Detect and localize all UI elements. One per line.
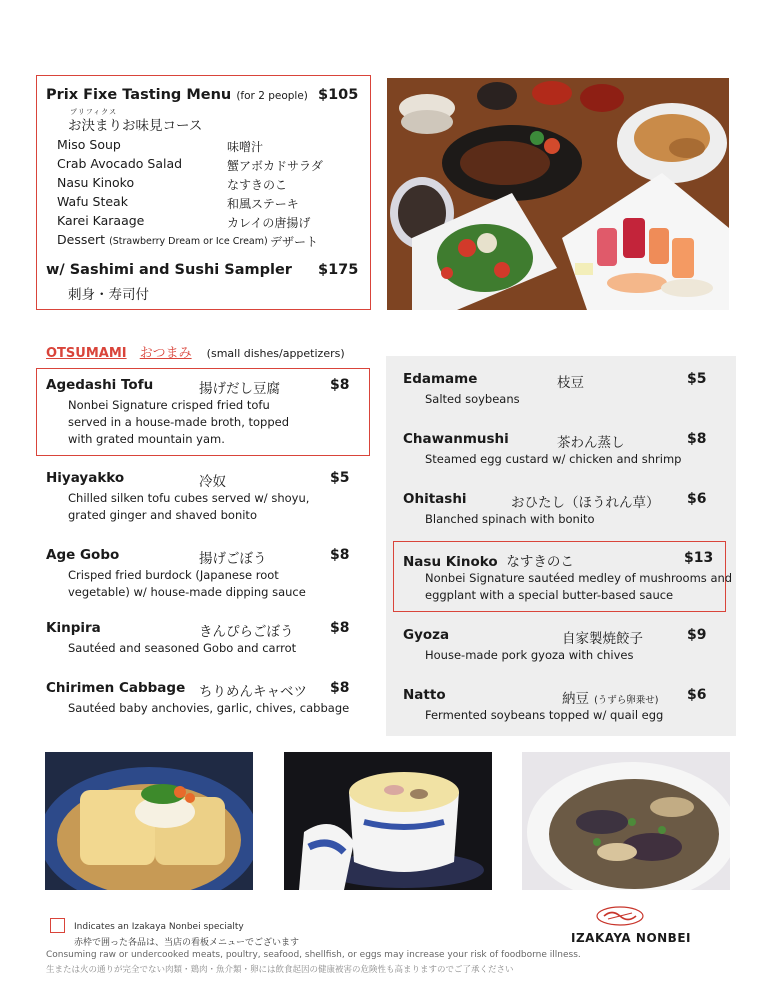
desc-line: House-made pork gyoza with chives [425, 648, 634, 662]
health-warning-en: Consuming raw or undercooked meats, poultry, seafood, shellfish, or eggs may increase your risk of foodborne illness. [46, 950, 581, 960]
menu-item-jp: 茶わん蒸し [557, 435, 625, 451]
course-item-en: Wafu Steak [57, 194, 128, 209]
menu-item-name: Chirimen Cabbage [46, 680, 186, 696]
otsumami-title: OTSUMAMI [46, 346, 127, 361]
legend-text-en: Indicates an Izakaya Nonbei specialty [74, 922, 244, 932]
desc-line: Blanched spinach with bonito [425, 512, 595, 526]
course-item-en: Nasu Kinoko [57, 175, 135, 190]
menu-item-desc [68, 397, 289, 448]
desc-line: with grated mountain yam. [68, 432, 225, 446]
menu-item-jp: 冷奴 [199, 474, 226, 490]
menu-item-desc [425, 511, 595, 528]
menu-item-price: $13 [684, 550, 714, 566]
menu-item-name-en: Nasu Kinoko [403, 554, 498, 570]
menu-item-jp: なすきのこ [506, 554, 574, 570]
menu-item-price: $8 [330, 680, 350, 696]
course-item-en [57, 232, 268, 247]
chawanmushi-photo [284, 752, 492, 890]
menu-item-desc [425, 570, 732, 604]
menu-item-jp: 自家製焼餃子 [562, 631, 643, 647]
menu-item-jp: 揚げごぼう [199, 551, 267, 567]
sashimi-price: $175 [318, 262, 359, 278]
menu-item-jp: 納豆 [562, 691, 589, 707]
menu-item-jp: おひたし（ほうれん草） [511, 495, 660, 511]
dessert-note: (Strawberry Dream or Ice Cream) [109, 236, 268, 247]
course-item-jp: 味噌汁 [227, 140, 264, 154]
desc-line: Salted soybeans [425, 392, 520, 406]
menu-item-name [403, 550, 574, 570]
prix-fixe-ruby: プリフィクス [70, 108, 118, 116]
menu-item-jp: 揚げだし豆腐 [199, 381, 280, 397]
otsumami-title-jp: おつまみ [139, 346, 192, 361]
menu-item-desc [68, 567, 306, 601]
tasting-menu-photo [387, 78, 729, 310]
menu-item-jp: ちりめんキャベツ [199, 684, 307, 700]
course-item-jp: 和風ステーキ [227, 197, 299, 211]
menu-item-name: Chawanmushi [403, 431, 509, 447]
menu-item-desc [68, 640, 296, 657]
menu-item-price: $5 [687, 371, 707, 387]
health-warning-jp: 生または火の通りが完全でない肉類・鶏肉・魚介類・卵には飲食起因の健康被害の危険性も高まりますのでご了承ください [46, 965, 514, 975]
menu-item-name: Gyoza [403, 627, 450, 643]
menu-item-price: $8 [687, 431, 707, 447]
desc-line: Sautéed baby anchovies, garlic, chives, cabbage [68, 701, 350, 715]
menu-item-desc [68, 490, 309, 524]
sashimi-label-jp: 刺身・寿司付 [68, 287, 149, 303]
sashimi-label: w/ Sashimi and Sushi Sampler [46, 262, 292, 278]
prix-fixe-title-text: Prix Fixe Tasting Menu [46, 87, 232, 103]
course-item-jp: デザート [270, 235, 319, 249]
menu-item-name: Age Gobo [46, 547, 120, 563]
course-item-jp: カレイの唐揚げ [227, 216, 311, 230]
course-item-jp: 蟹アボカドサラダ [227, 159, 323, 173]
menu-item-price: $5 [330, 470, 350, 486]
agedashi-tofu-photo [45, 752, 253, 890]
menu-item-desc [425, 391, 520, 408]
prix-fixe-title [46, 87, 308, 103]
otsumami-header [46, 342, 345, 361]
nonbei-logo-icon [596, 906, 644, 926]
desc-line: Crisped fried burdock (Japanese root [68, 568, 279, 582]
brand-name: IZAKAYA NONBEI [571, 931, 691, 945]
desc-line: Sautéed and seasoned Gobo and carrot [68, 641, 297, 655]
legend-text-jp: 赤枠で囲った各品は、当店の看板メニューでございます [74, 938, 300, 948]
menu-item-price: $9 [687, 627, 707, 643]
menu-item-jp: きんぴらごぼう [199, 624, 294, 640]
desc-line: Chilled silken tofu cubes served w/ shoyu, [68, 491, 310, 505]
menu-item-price: $8 [330, 547, 350, 563]
menu-item-name: Hiyayakko [46, 470, 125, 486]
prix-fixe-subtitle: (for 2 people) [236, 90, 308, 102]
desc-line: Nonbei Signature sautéed medley of mushrooms and [425, 571, 733, 585]
menu-item-price: $8 [330, 377, 350, 393]
desc-line: eggplant with a special butter-based sauce [425, 588, 674, 602]
menu-item-jp-group [562, 687, 659, 707]
menu-item-name: Kinpira [46, 620, 101, 636]
course-item-en: Karei Karaage [57, 213, 145, 228]
menu-item-name: Natto [403, 687, 446, 703]
desc-line: Nonbei Signature crisped fried tofu [68, 398, 270, 412]
nonbei-logo [596, 906, 644, 930]
prix-fixe-price: $105 [318, 87, 359, 103]
nasu-kinoko-photo [522, 752, 730, 890]
dessert-label: Dessert [57, 232, 106, 247]
menu-item-desc [68, 700, 349, 717]
menu-item-price: $6 [687, 491, 707, 507]
specialty-legend-box [50, 918, 65, 933]
otsumami-subtitle: (small dishes/appetizers) [206, 347, 345, 360]
menu-item-jp: 枝豆 [557, 375, 584, 391]
desc-line: served in a house-made broth, topped [68, 415, 290, 429]
desc-line: vegetable) w/ house-made dipping sauce [68, 585, 306, 599]
menu-item-name: Edamame [403, 371, 478, 387]
course-item-en: Crab Avocado Salad [57, 156, 183, 171]
course-item-jp: なすきのこ [227, 178, 288, 192]
desc-line: grated ginger and shaved bonito [68, 508, 257, 522]
menu-item-jp-note: (うずら卵乗せ) [594, 695, 659, 706]
desc-line: Fermented soybeans topped w/ quail egg [425, 708, 664, 722]
course-item-en: Miso Soup [57, 137, 121, 152]
prix-fixe-title-jp: お決まりお味見コース [68, 118, 203, 134]
menu-item-name: Agedashi Tofu [46, 377, 154, 393]
menu-item-desc [425, 707, 663, 724]
menu-item-name: Ohitashi [403, 491, 467, 507]
menu-item-desc [425, 647, 633, 664]
menu-item-price: $6 [687, 687, 707, 703]
desc-line: Steamed egg custard w/ chicken and shrimp [425, 452, 682, 466]
menu-item-desc [425, 451, 681, 468]
menu-item-price: $8 [330, 620, 350, 636]
